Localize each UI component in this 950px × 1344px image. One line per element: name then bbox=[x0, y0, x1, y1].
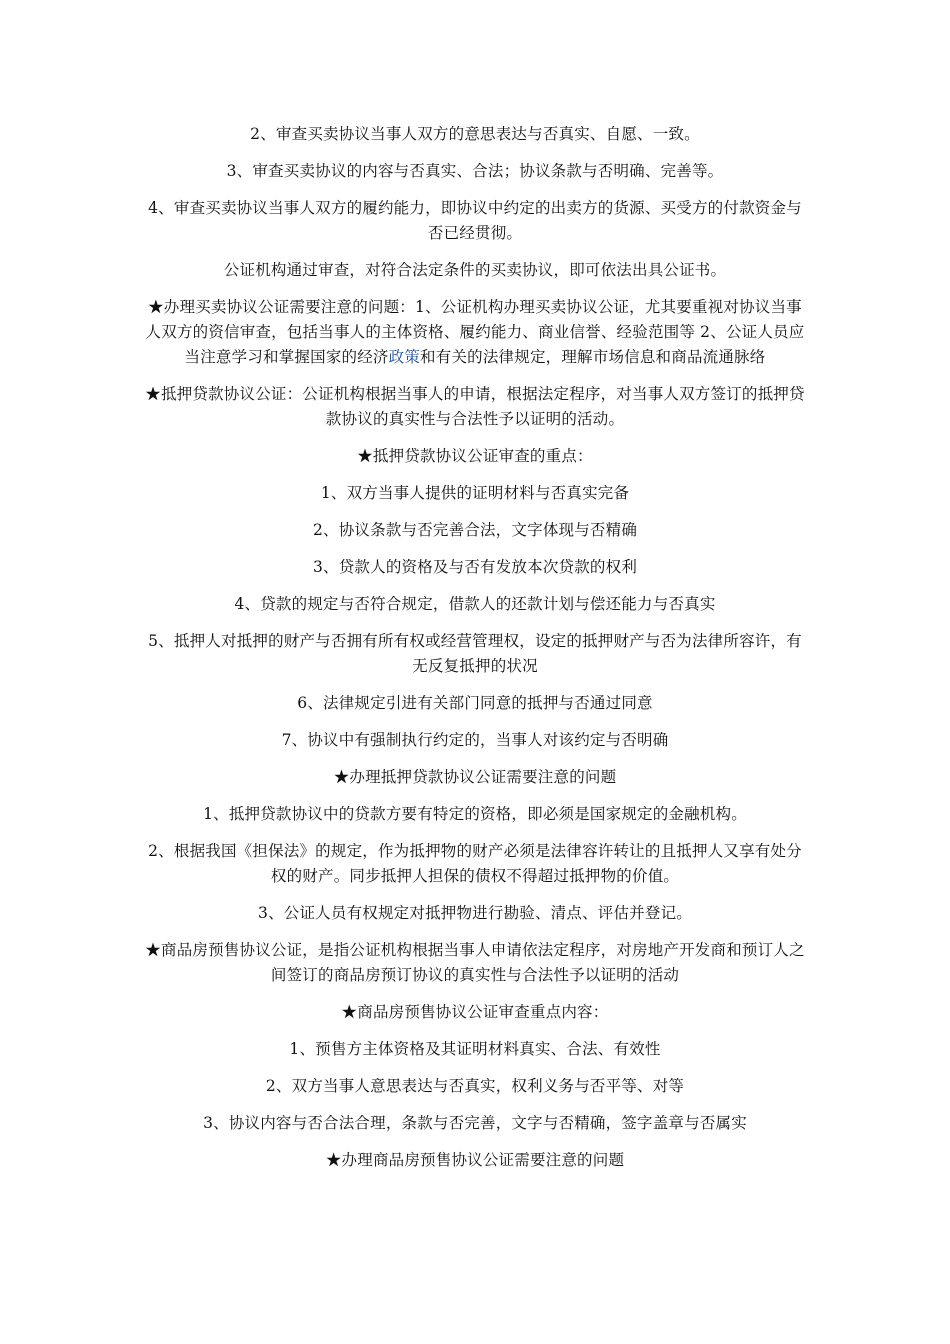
paragraph-17: 2、根据我国《担保法》的规定，作为抵押物的财产必须是法律容许转让的且抵押人又享有处分权的财产。同步抵押人担保的债权不得超过抵押物的价值。 bbox=[148, 842, 802, 885]
policy-link[interactable]: 政策 bbox=[388, 348, 421, 366]
paragraph-2: 3、审查买卖协议的内容与否真实、合法；协议条款与否明确、完善等。 bbox=[226, 162, 724, 180]
paragraph-5-text-after: 和有关的法律规定，理解市场信息和商品流通脉络 bbox=[420, 348, 766, 366]
paragraph-23: 3、协议内容与否合法合理，条款与否完善，文字与否精确，签字盖章与否属实 bbox=[203, 1114, 747, 1132]
paragraph-5 bbox=[145, 295, 805, 370]
paragraph-3: 4、审查买卖协议当事人双方的履约能力，即协议中约定的出卖方的货源、买受方的付款资金与否已经贯彻。 bbox=[148, 199, 802, 242]
paragraph-4: 公证机构通过审查，对符合法定条件的买卖协议，即可依法出具公证书。 bbox=[223, 261, 727, 279]
paragraph-24: ★办理商品房预售协议公证需要注意的问题 bbox=[325, 1151, 625, 1169]
paragraph-21: 1、预售方主体资格及其证明材料真实、合法、有效性 bbox=[289, 1040, 661, 1058]
paragraph-20: ★商品房预售协议公证审查重点内容： bbox=[341, 1003, 609, 1021]
paragraph-8: 1、双方当事人提供的证明材料与否真实完备 bbox=[320, 484, 630, 502]
paragraph-18: 3、公证人员有权规定对抵押物进行勘验、清点、评估并登记。 bbox=[258, 904, 692, 922]
paragraph-7: ★抵押贷款协议公证审查的重点： bbox=[357, 447, 593, 465]
paragraph-19: ★商品房预售协议公证，是指公证机构根据当事人申请依法定程序，对房地产开发商和预订人之间签订的商品房预订协议的真实性与合法性予以证明的活动 bbox=[145, 941, 805, 984]
document-body bbox=[145, 122, 805, 1185]
paragraph-22: 2、双方当事人意思表达与否真实，权利义务与否平等、对等 bbox=[265, 1077, 685, 1095]
paragraph-10: 3、贷款人的资格及与否有发放本次贷款的权利 bbox=[312, 558, 638, 576]
paragraph-6: ★抵押贷款协议公证：公证机构根据当事人的申请，根据法定程序，对当事人双方签订的抵押贷款协议的真实性与合法性予以证明的活动。 bbox=[145, 385, 805, 428]
paragraph-15: ★办理抵押贷款协议公证需要注意的问题 bbox=[333, 768, 617, 786]
paragraph-9: 2、协议条款与否完善合法，文字体现与否精确 bbox=[312, 521, 638, 539]
paragraph-13: 6、法律规定引进有关部门同意的抵押与否通过同意 bbox=[297, 694, 653, 712]
paragraph-14: 7、协议中有强制执行约定的，当事人对该约定与否明确 bbox=[281, 731, 669, 749]
paragraph-1: 2、审查买卖协议当事人双方的意思表达与否真实、自愿、一致。 bbox=[250, 125, 700, 143]
paragraph-5-text-before: ★办理买卖协议公证需要注意的问题：1、公证机构办理买卖协议公证，尤其要重视对协议当事人双方的资信审查，包括当事人的主体资格、履约能力、商业信誉、经验范围等 2、公证人员应当注意学习和掌握国家的经济 bbox=[145, 298, 805, 366]
paragraph-16: 1、抵押贷款协议中的贷款方要有特定的资格，即必须是国家规定的金融机构。 bbox=[203, 805, 747, 823]
paragraph-12: 5、抵押人对抵押的财产与否拥有所有权或经营管理权，设定的抵押财产与否为法律所容许，有无反复抵押的状况 bbox=[148, 632, 802, 675]
paragraph-11: 4、贷款的规定与否符合规定，借款人的还款计划与偿还能力与否真实 bbox=[234, 595, 716, 613]
